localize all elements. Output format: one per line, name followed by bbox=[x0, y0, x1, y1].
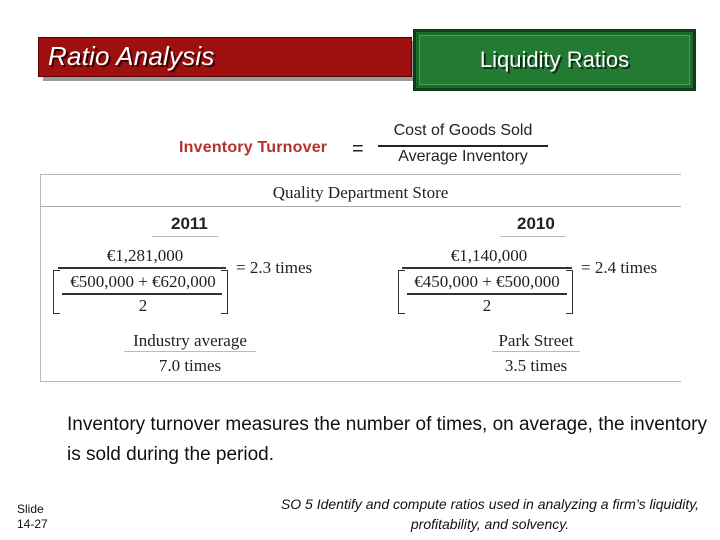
formula-label: Inventory Turnover bbox=[179, 139, 328, 156]
topic-title: Liquidity Ratios bbox=[479, 47, 630, 72]
calc-line-inner-2011 bbox=[62, 293, 222, 295]
description-text: Inventory turnover measures the number of times, on average, the inventory is sold during the period. bbox=[67, 414, 707, 465]
company-name: Quality Department Store bbox=[272, 183, 449, 202]
comparison-underline-park-street bbox=[492, 351, 580, 352]
study-objective: SO 5 Identify and compute ratios used in analyzing a firm’s liquidity, profitability, and solvency. bbox=[280, 496, 700, 532]
comparison-value-park-street: 3.5 times bbox=[504, 356, 568, 375]
calc-numerator-2011: €1,281,000 bbox=[106, 246, 184, 265]
calc-line-inner-2010 bbox=[407, 293, 567, 295]
calc-result-2011: = 2.3 times bbox=[236, 258, 313, 277]
year-heading-2010: 2010 bbox=[517, 214, 555, 233]
year-underline-2011 bbox=[152, 236, 218, 237]
bracket-right-2011 bbox=[221, 270, 228, 314]
slide-number: 14-27 bbox=[17, 517, 48, 531]
calc-denominator-2011: €500,000 + €620,000 bbox=[70, 272, 216, 291]
year-heading-2011: 2011 bbox=[171, 214, 208, 233]
section-title: Ratio Analysis bbox=[48, 41, 215, 71]
formula-equals: = bbox=[352, 138, 364, 160]
calc-line-outer-2011 bbox=[58, 267, 226, 269]
calc-divisor-2011: 2 bbox=[138, 296, 148, 315]
calc-numerator-2010: €1,140,000 bbox=[450, 246, 528, 265]
calc-divisor-2010: 2 bbox=[482, 296, 492, 315]
comparison-label-industry: Industry average bbox=[133, 331, 247, 350]
calc-denominator-2010: €450,000 + €500,000 bbox=[414, 272, 560, 291]
comparison-value-industry: 7.0 times bbox=[158, 356, 222, 375]
formula-denominator: Average Inventory bbox=[398, 148, 528, 165]
slide-number-block bbox=[17, 502, 48, 532]
year-underline-2010 bbox=[500, 236, 566, 237]
calc-line-outer-2010 bbox=[402, 267, 572, 269]
bracket-left-2011 bbox=[53, 270, 60, 314]
comparison-label-park-street: Park Street bbox=[498, 331, 574, 350]
formula-fraction-line bbox=[378, 145, 548, 147]
comparison-underline-industry bbox=[124, 351, 256, 352]
slide-label: Slide bbox=[17, 502, 44, 516]
bracket-right-2010 bbox=[566, 270, 573, 314]
calc-result-2010: = 2.4 times bbox=[581, 258, 658, 277]
panel-divider bbox=[41, 206, 681, 207]
formula-numerator: Cost of Goods Sold bbox=[393, 122, 533, 139]
